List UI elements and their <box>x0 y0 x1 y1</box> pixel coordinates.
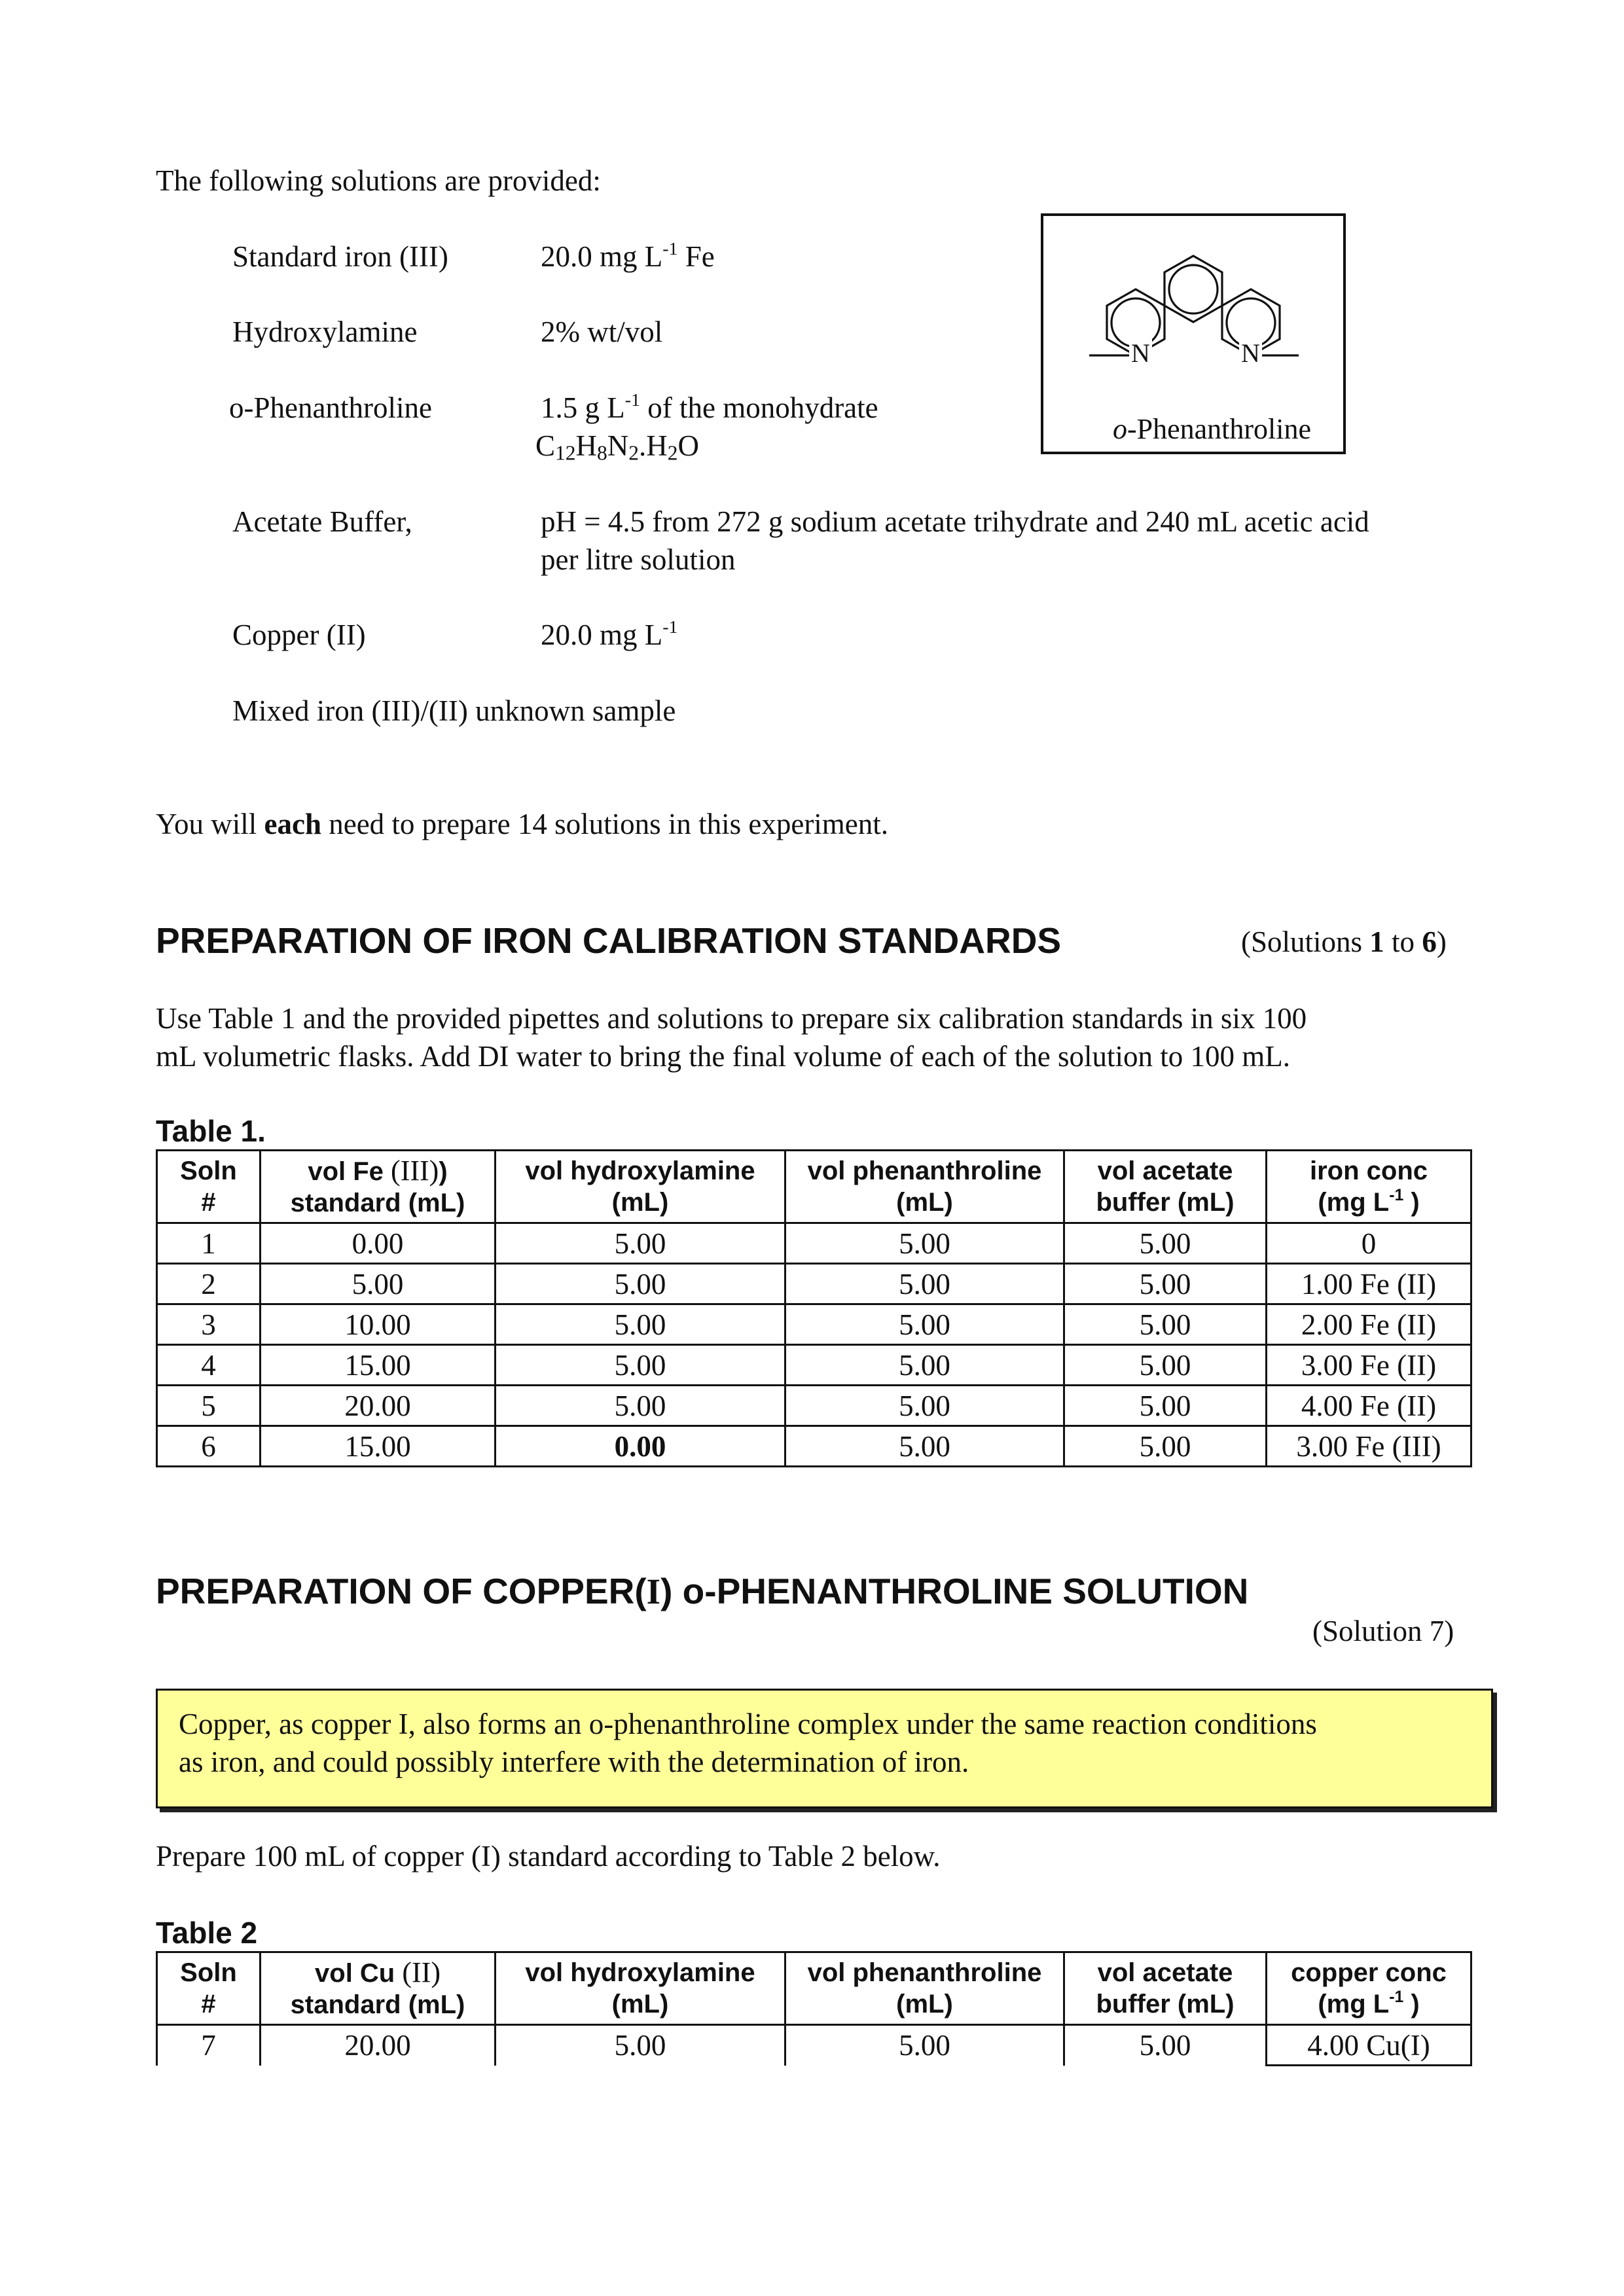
table-cell: 3.00 Fe (II) <box>1267 1345 1471 1386</box>
table-cell: 2 <box>157 1264 261 1304</box>
table-row <box>157 1426 1471 1467</box>
table-cell: 5.00 <box>785 1223 1064 1264</box>
table-cell: 7 <box>157 2025 261 2066</box>
column-header: copper conc (mg $L^{-1}$ ) <box>1267 1952 1471 2025</box>
table-cell: 15.00 <box>261 1426 496 1467</box>
column-header: vol phenanthroline (mL) <box>785 1151 1064 1223</box>
table-cell: 5.00 <box>785 1386 1064 1426</box>
table-cell: 5.00 <box>785 2025 1064 2066</box>
table-cell: 3 <box>157 1304 261 1345</box>
paragraph-line: mL volumetric flasks. Add DI water to bring the final volume of each of the solution to 100 mL. <box>156 1040 1290 1073</box>
table-cell: 0 <box>1267 1223 1471 1264</box>
table-header-row <box>157 1151 1471 1223</box>
table-cell: 5.00 <box>1064 1223 1267 1264</box>
solution-value: per litre solution <box>541 543 736 576</box>
paragraph-line: Use Table 1 and the provided pipettes and solutions to prepare six calibration standards in six 100 <box>156 1002 1307 1035</box>
table-cell: 4.00 Fe (II) <box>1267 1386 1471 1426</box>
table-cell: 4 <box>157 1345 261 1386</box>
solution-value: 20.0 mg $L^{-1}$ <box>541 617 678 651</box>
table-cell: 5.00 <box>496 1223 785 1264</box>
chemical-formula: $C_{12}H_8N_2.H_2O$ <box>535 429 700 465</box>
solution-name: Copper (II) <box>232 619 366 651</box>
section-heading: PREPARATION OF COPPER(I) o-PHENANTHROLINE SOLUTION <box>156 1571 1249 1611</box>
solution-name: Mixed iron (III)/(II) unknown sample <box>232 694 676 727</box>
table-cell: 20.00 <box>261 1386 496 1426</box>
column-header: vol acetate buffer (mL) <box>1064 1952 1267 2025</box>
table-cell: 15.00 <box>261 1345 496 1386</box>
table-cell: 5.00 <box>496 1345 785 1386</box>
column-header: vol Cu (II) standard (mL) <box>261 1952 496 2025</box>
table-cell: 20.00 <box>261 2025 496 2066</box>
intro-text: The following solutions are provided: <box>156 164 601 197</box>
nitrogen-label: N <box>1129 338 1152 368</box>
table-caption: Table 1. <box>156 1114 266 1148</box>
table-cell: 1 <box>157 1223 261 1264</box>
table-cell: 5.00 <box>496 2025 785 2066</box>
nitrogen-label: N <box>1239 338 1262 368</box>
table-cell: 5.00 <box>261 1264 496 1304</box>
solution-range: (Solution 7) <box>1312 1615 1454 1647</box>
solution-name: o-Phenanthroline <box>229 391 432 424</box>
note-line: as iron, and could possibly interfere with the determination of iron. <box>179 1746 969 1778</box>
structure-caption: o-Phenanthroline <box>1113 413 1312 445</box>
column-header: vol hydroxylamine (mL) <box>496 1151 785 1223</box>
solution-name: Standard iron (III) <box>232 240 448 273</box>
table-cell: 3.00 Fe (III) <box>1267 1426 1471 1467</box>
table-cell: 5.00 <box>785 1345 1064 1386</box>
note-box <box>156 1689 1493 1808</box>
paragraph-line: Prepare 100 mL of copper (I) standard according to Table 2 below. <box>156 1840 941 1873</box>
table-cell: 5.00 <box>1064 1345 1267 1386</box>
table-row <box>157 1304 1471 1345</box>
structure-box <box>1041 213 1346 454</box>
table-row <box>157 1264 1471 1304</box>
table-header-row <box>157 1952 1471 2025</box>
table-cell: 5.00 <box>1064 1426 1267 1467</box>
table-cell: 6 <box>157 1426 261 1467</box>
table-cell: 5 <box>157 1386 261 1426</box>
table-cell: 5.00 <box>1064 2025 1267 2066</box>
table-cell: 5.00 <box>496 1386 785 1426</box>
table-row <box>157 1223 1471 1264</box>
solution-value: pH = 4.5 from 272 g sodium acetate trihydrate and 240 mL acetic acid <box>541 505 1369 538</box>
solution-range: (Solutions 1 to 6) <box>1241 925 1447 958</box>
column-header: vol hydroxylamine (mL) <box>496 1952 785 2025</box>
table-cell: 5.00 <box>785 1264 1064 1304</box>
solution-value: 1.5 g $L^{-1}$ of the monohydrate <box>541 389 878 424</box>
table-row <box>157 2025 1471 2066</box>
column-header: vol phenanthroline (mL) <box>785 1952 1064 2025</box>
table-cell: 10.00 <box>261 1304 496 1345</box>
column-header: Soln # <box>157 1151 261 1223</box>
column-header: Soln # <box>157 1952 261 2025</box>
table-cell: 5.00 <box>1064 1304 1267 1345</box>
copper-standard-table <box>156 1951 1472 2066</box>
instruction-sentence: You will each need to prepare 14 solutions in this experiment. <box>156 808 889 840</box>
table-cell: 0.00 <box>496 1426 785 1467</box>
table-cell: 4.00 Cu(I) <box>1267 2025 1471 2066</box>
column-header: vol Fe (III)) standard (mL) <box>261 1151 496 1223</box>
table-caption: Table 2 <box>156 1916 258 1950</box>
table-cell: 5.00 <box>785 1426 1064 1467</box>
section-heading: PREPARATION OF IRON CALIBRATION STANDARDS <box>156 920 1062 961</box>
solution-value: 2% wt/vol <box>541 315 663 348</box>
note-line: Copper, as copper I, also forms an o-phenanthroline complex under the same reaction conditions <box>179 1708 1317 1740</box>
column-header: iron conc (mg $L^{-1}$ ) <box>1267 1151 1471 1223</box>
table-row <box>157 1386 1471 1426</box>
solution-name: Acetate Buffer, <box>232 505 412 538</box>
iron-standards-table <box>156 1149 1472 1467</box>
table-cell: 5.00 <box>1064 1264 1267 1304</box>
table-cell: 0.00 <box>261 1223 496 1264</box>
solution-value: 20.0 mg $L^{-1}$ Fe <box>541 238 715 273</box>
table-cell: 5.00 <box>496 1264 785 1304</box>
table-cell: 5.00 <box>496 1304 785 1345</box>
table-cell: 5.00 <box>785 1304 1064 1345</box>
table-cell: 5.00 <box>1064 1386 1267 1426</box>
table-cell: 2.00 Fe (II) <box>1267 1304 1471 1345</box>
column-header: vol acetate buffer (mL) <box>1064 1151 1267 1223</box>
table-row <box>157 1345 1471 1386</box>
table-cell: 1.00 Fe (II) <box>1267 1264 1471 1304</box>
solution-name: Hydroxylamine <box>232 315 418 348</box>
